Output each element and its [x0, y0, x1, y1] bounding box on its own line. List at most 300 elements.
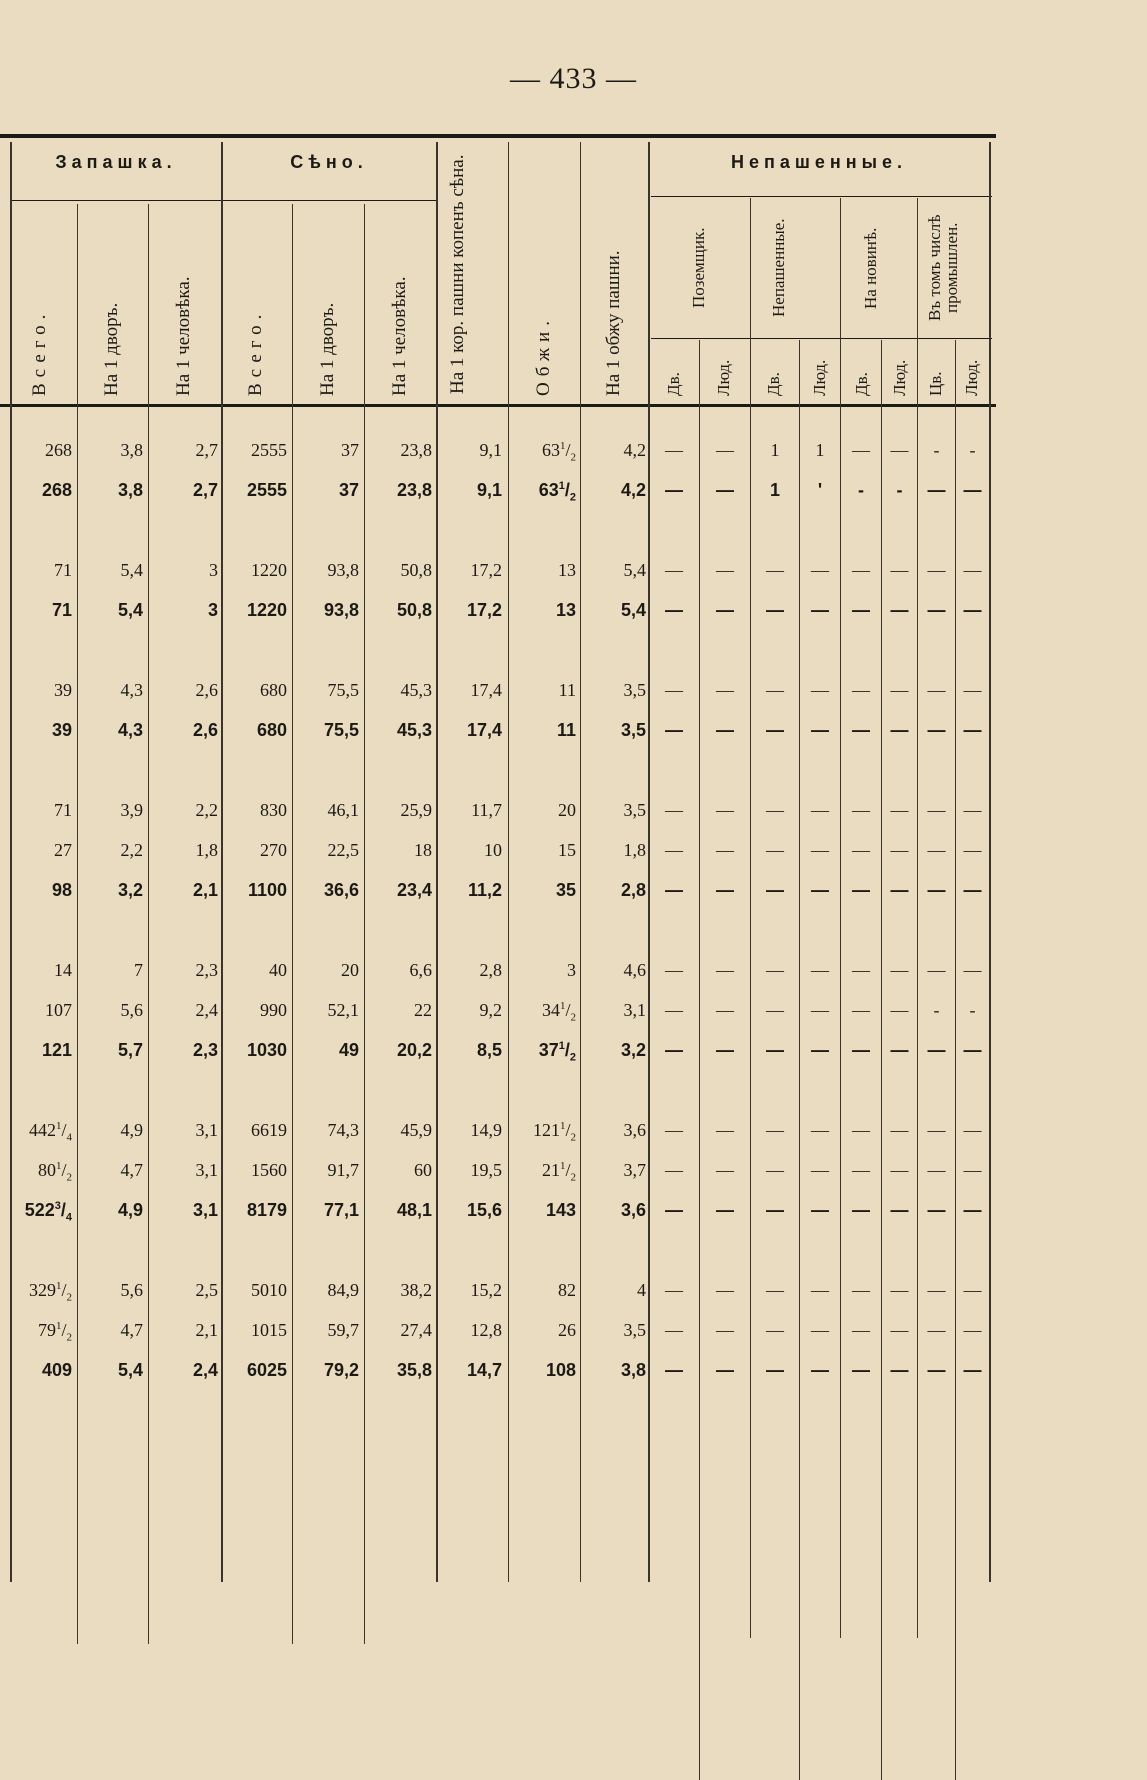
table-cell: 22: [414, 1000, 432, 1020]
table-row: [0, 430, 996, 470]
table-cell-nepashennye: —: [766, 1160, 784, 1180]
table-cell: 108: [545, 1360, 576, 1380]
table-cell-nepashennye: —: [963, 1160, 982, 1180]
subgroup-pozemshchik: Поземщик.: [689, 227, 708, 309]
table-cell: 2,4: [195, 1000, 218, 1020]
table-cell-nepashennye: —: [890, 880, 909, 900]
table-cell-nepashennye: —: [890, 560, 909, 580]
table-cell-nepashennye: —: [927, 720, 946, 740]
table-cell: 2,2: [120, 840, 143, 860]
col-divider: [840, 198, 841, 1638]
table-cell: 2,2: [195, 800, 218, 820]
table-cell-nepashennye: 1: [770, 440, 780, 460]
table-cell-nepashennye: —: [963, 1120, 982, 1140]
table-cell: 3,9: [120, 800, 143, 820]
table-cell-nepashennye: —: [927, 600, 946, 620]
table-cell: 1,8: [195, 840, 218, 860]
subgroup-na-novine: На новинѣ.: [861, 227, 880, 309]
col-header-hay-total: Всего.: [245, 308, 266, 396]
table-cell: $63^1/_2$: [541, 440, 576, 464]
group-header-nepashennye: Непашенные.: [730, 152, 908, 172]
leaf-header-households: Дв.: [852, 372, 871, 396]
table-cell: $522^3/_4$: [24, 1200, 72, 1224]
table-cell-nepashennye: -: [858, 480, 864, 500]
table-cell-nepashennye: —: [665, 1200, 683, 1220]
table-cell-nepashennye: —: [963, 480, 982, 500]
table-row: [0, 830, 996, 870]
table-cell: 1220: [251, 560, 287, 580]
table-cell: 2,3: [195, 960, 218, 980]
table-cell: 35,8: [396, 1360, 432, 1380]
table-cell: 20,2: [396, 1040, 432, 1060]
table-cell: 59,7: [327, 1320, 359, 1340]
table-cell-nepashennye: —: [766, 680, 784, 700]
table-cell-nepashennye: —: [716, 1200, 734, 1220]
table-cell: 268: [41, 480, 72, 500]
table-cell-nepashennye: —: [852, 1280, 870, 1300]
col-divider: [292, 204, 293, 1644]
table-cell: 45,9: [400, 1120, 432, 1140]
table-cell-nepashennye: —: [852, 880, 870, 900]
table-cell-nepashennye: —: [963, 800, 982, 820]
table-cell-nepashennye: —: [766, 720, 784, 740]
table-cell-nepashennye: —: [665, 720, 683, 740]
header-bottom-rule: [0, 404, 996, 407]
table-cell-nepashennye: —: [665, 600, 683, 620]
table-cell: 9,2: [479, 1000, 502, 1020]
table-cell-nepashennye: —: [665, 1160, 683, 1180]
table-cell: 3,5: [623, 1320, 646, 1340]
table-cell-nepashennye: —: [927, 960, 946, 980]
table-cell: 3,1: [623, 1000, 646, 1020]
table-cell: 2,1: [192, 880, 218, 900]
table-row-total: [0, 1030, 996, 1070]
table-cell: 93,8: [327, 560, 359, 580]
table-cell: 3: [209, 560, 218, 580]
table-row-total: [0, 870, 996, 910]
col-header-per-obzha: На 1 обжу пашни.: [603, 250, 624, 396]
table-cell: 2,6: [195, 680, 218, 700]
table-cell: 15,2: [470, 1280, 502, 1300]
table-cell: 5,4: [117, 1360, 143, 1380]
table-cell-nepashennye: —: [716, 680, 734, 700]
table-cell-nepashennye: 1: [815, 440, 825, 460]
table-cell-nepashennye: —: [890, 1160, 909, 1180]
table-cell-nepashennye: —: [927, 1200, 946, 1220]
table-cell: 38,2: [400, 1280, 432, 1300]
col-header-zapashka-total: Всего.: [29, 308, 50, 396]
table-cell: 4,9: [120, 1120, 143, 1140]
table-cell: 5010: [251, 1280, 287, 1300]
table-cell: 17,2: [470, 560, 502, 580]
table-cell-nepashennye: —: [852, 1200, 870, 1220]
table-cell: 5,4: [623, 560, 646, 580]
table-cell-nepashennye: —: [890, 1040, 909, 1060]
table-cell-nepashennye: —: [963, 880, 982, 900]
table-cell: 5,4: [120, 560, 143, 580]
table-cell: 3,1: [195, 1160, 218, 1180]
table-cell: 2,4: [192, 1360, 218, 1380]
table-cell-nepashennye: —: [852, 840, 870, 860]
leaf-header-people: Люд.: [714, 359, 733, 396]
group-rule-right: [651, 196, 992, 197]
table-cell: 2555: [246, 480, 287, 500]
table-cell: 74,3: [327, 1120, 359, 1140]
group-rule-left: [10, 200, 436, 201]
table-cell: 409: [41, 1360, 72, 1380]
table-cell: 6,6: [409, 960, 432, 980]
table-cell: $63^1/_2$: [538, 480, 576, 504]
table-cell: 4: [637, 1280, 646, 1300]
table-cell: 2555: [251, 440, 287, 460]
leaf-header-people: Люд.: [962, 359, 981, 396]
table-cell-nepashennye: —: [852, 960, 870, 980]
table-cell: $442^1/_4$: [28, 1120, 72, 1144]
table-cell-nepashennye: —: [665, 560, 683, 580]
table-cell: 15,6: [466, 1200, 502, 1220]
table-cell-nepashennye: —: [716, 600, 734, 620]
statistics-table: [0, 134, 996, 1586]
table-cell-nepashennye: —: [811, 1120, 829, 1140]
table-cell-nepashennye: —: [963, 1280, 982, 1300]
table-cell-nepashennye: —: [716, 800, 734, 820]
table-cell-nepashennye: —: [963, 680, 982, 700]
table-row-total: [0, 710, 996, 750]
table-cell: 45,3: [400, 680, 432, 700]
table-cell-nepashennye: —: [890, 600, 909, 620]
col-header-zapashka-per-household: На 1 дворъ.: [101, 302, 122, 396]
table-cell: 4,7: [120, 1320, 143, 1340]
table-cell: 680: [260, 680, 287, 700]
table-cell-nepashennye: —: [716, 1320, 734, 1340]
table-cell: 4,7: [120, 1160, 143, 1180]
table-cell-nepashennye: —: [766, 600, 784, 620]
table-cell: 5,4: [620, 600, 646, 620]
table-cell: 2,3: [192, 1040, 218, 1060]
table-cell: 5,7: [117, 1040, 143, 1060]
table-row: [0, 1270, 996, 1310]
table-cell: 2,7: [195, 440, 218, 460]
table-cell-nepashennye: —: [927, 800, 946, 820]
table-cell-nepashennye: —: [811, 1000, 829, 1020]
table-cell-nepashennye: —: [890, 960, 909, 980]
table-cell: 84,9: [327, 1280, 359, 1300]
table-cell: 2,1: [195, 1320, 218, 1340]
leaf-header-people: Люд.: [890, 359, 909, 396]
table-cell-nepashennye: —: [811, 800, 829, 820]
group-header-zapashka: Запашка.: [55, 152, 177, 172]
table-cell-nepashennye: —: [852, 560, 870, 580]
table-cell: 9,1: [476, 480, 502, 500]
table-cell: 18: [414, 840, 432, 860]
table-cell-nepashennye: —: [890, 1120, 909, 1140]
table-row: [0, 790, 996, 830]
table-cell: 2,8: [620, 880, 646, 900]
table-cell-nepashennye: —: [890, 680, 909, 700]
table-cell: 50,8: [400, 560, 432, 580]
table-cell-nepashennye: —: [890, 840, 909, 860]
table-cell-nepashennye: —: [927, 1120, 946, 1140]
leaf-header-households: Цв.: [926, 371, 945, 396]
table-cell-nepashennye: —: [811, 1040, 829, 1060]
table-cell-nepashennye: -: [933, 440, 940, 460]
table-cell: 77,1: [323, 1200, 359, 1220]
table-cell: 13: [555, 600, 576, 620]
table-row-total: [0, 1190, 996, 1230]
table-cell: 26: [558, 1320, 576, 1340]
table-cell: 11,7: [471, 800, 502, 820]
leaf-header-households: Дв.: [764, 372, 783, 396]
group-header-seno: Сѣно.: [290, 152, 368, 172]
table-cell-nepashennye: —: [811, 680, 829, 700]
table-cell-nepashennye: —: [963, 720, 982, 740]
table-cell: 268: [45, 440, 72, 460]
table-cell: 9,1: [479, 440, 502, 460]
table-cell: 79,2: [323, 1360, 359, 1380]
table-cell-nepashennye: —: [927, 840, 946, 860]
table-cell: 3,1: [192, 1200, 218, 1220]
table-cell-nepashennye: —: [811, 960, 829, 980]
table-cell: 3: [207, 600, 218, 620]
table-cell-nepashennye: —: [766, 1000, 784, 1020]
table-cell-nepashennye: —: [811, 1360, 829, 1380]
table-cell-nepashennye: —: [716, 720, 734, 740]
table-cell: 11: [556, 720, 576, 740]
table-row: [0, 670, 996, 710]
table-cell: 14: [54, 960, 72, 980]
table-row: [0, 1310, 996, 1350]
table-cell-nepashennye: —: [665, 680, 683, 700]
col-divider: [750, 198, 751, 1638]
table-cell: 12,8: [470, 1320, 502, 1340]
table-cell: 19,5: [470, 1160, 502, 1180]
top-rule: [0, 134, 996, 138]
table-cell: 107: [45, 1000, 72, 1020]
table-cell-nepashennye: —: [890, 1320, 909, 1340]
table-cell-nepashennye: —: [811, 880, 829, 900]
table-cell-nepashennye: —: [811, 1280, 829, 1300]
table-cell-nepashennye: —: [852, 1040, 870, 1060]
table-cell: 270: [260, 840, 287, 860]
table-cell: 3,5: [620, 720, 646, 740]
table-cell-nepashennye: —: [890, 720, 909, 740]
table-cell: 27: [54, 840, 72, 860]
table-cell: 20: [341, 960, 359, 980]
table-cell-nepashennye: —: [665, 480, 683, 500]
table-cell: 4,6: [623, 960, 646, 980]
page-number: — 433 —: [510, 62, 637, 95]
table-cell: 39: [51, 720, 72, 740]
table-row: [0, 550, 996, 590]
table-row-total: [0, 1350, 996, 1390]
table-cell-nepashennye: —: [766, 880, 784, 900]
table-cell-nepashennye: —: [927, 680, 946, 700]
table-cell: 36,6: [323, 880, 359, 900]
table-cell-nepashennye: —: [963, 960, 982, 980]
table-cell: 17,4: [466, 720, 502, 740]
subgroup-promyshlennye: Въ томъ числѣ промышлен.: [925, 214, 961, 322]
leaf-header-households: Дв.: [664, 372, 683, 396]
table-cell-nepashennye: —: [766, 1280, 784, 1300]
table-cell: 10: [484, 840, 502, 860]
table-cell-nepashennye: —: [665, 840, 683, 860]
table-cell: 3,2: [117, 880, 143, 900]
table-row: [0, 1150, 996, 1190]
table-cell-nepashennye: —: [665, 1120, 683, 1140]
table-cell-nepashennye: —: [716, 1120, 734, 1140]
col-header-obzhi: Обжи.: [533, 315, 554, 396]
table-cell-nepashennye: —: [766, 840, 784, 860]
table-cell: 2,8: [479, 960, 502, 980]
table-cell-nepashennye: —: [665, 1320, 683, 1340]
table-cell: 7: [134, 960, 143, 980]
table-cell: 3,6: [623, 1120, 646, 1140]
table-cell: 75,5: [327, 680, 359, 700]
table-row-total: [0, 590, 996, 630]
col-header-hay-per-person: На 1 человѣка.: [389, 276, 410, 396]
table-cell: 121: [41, 1040, 72, 1060]
table-cell-nepashennye: —: [766, 1040, 784, 1060]
table-cell: 39: [54, 680, 72, 700]
table-cell: 49: [338, 1040, 359, 1060]
table-cell-nepashennye: —: [716, 440, 734, 460]
table-cell: 17,2: [466, 600, 502, 620]
table-cell-nepashennye: —: [766, 560, 784, 580]
table-cell-nepashennye: —: [811, 600, 829, 620]
table-cell: 71: [54, 560, 72, 580]
table-cell: $79^1/_2$: [37, 1320, 72, 1344]
table-cell-nepashennye: —: [665, 960, 683, 980]
table-cell: 46,1: [327, 800, 359, 820]
subgroup-rule: [651, 338, 992, 339]
table-cell: 71: [51, 600, 72, 620]
table-cell: 8,5: [476, 1040, 502, 1060]
table-cell: 27,4: [400, 1320, 432, 1340]
table-cell-nepashennye: —: [852, 1320, 870, 1340]
table-cell: 3,7: [623, 1160, 646, 1180]
table-cell-nepashennye: —: [890, 440, 909, 460]
table-cell: 990: [260, 1000, 287, 1020]
table-cell: 35: [555, 880, 576, 900]
table-cell-nepashennye: —: [716, 560, 734, 580]
table-cell-nepashennye: —: [811, 1200, 829, 1220]
table-cell: 15: [558, 840, 576, 860]
table-cell: 5,6: [120, 1280, 143, 1300]
table-cell: 13: [558, 560, 576, 580]
table-cell: 20: [558, 800, 576, 820]
table-cell-nepashennye: —: [852, 1360, 870, 1380]
table-cell-nepashennye: -: [896, 480, 903, 500]
table-cell: 60: [414, 1160, 432, 1180]
table-cell-nepashennye: —: [811, 560, 829, 580]
table-row: [0, 990, 996, 1030]
table-cell: 1100: [247, 880, 287, 900]
table-cell-nepashennye: —: [811, 1320, 829, 1340]
table-cell-nepashennye: —: [852, 440, 870, 460]
table-cell-nepashennye: —: [963, 1040, 982, 1060]
table-cell: 98: [51, 880, 72, 900]
table-cell-nepashennye: —: [890, 1360, 909, 1380]
table-cell-nepashennye: —: [766, 1200, 784, 1220]
table-cell-nepashennye: —: [927, 1360, 946, 1380]
table-cell: 5,4: [117, 600, 143, 620]
col-header-zapashka-per-person: На 1 человѣка.: [173, 276, 194, 396]
table-cell-nepashennye: —: [766, 960, 784, 980]
table-cell-nepashennye: —: [665, 1040, 683, 1060]
table-cell-nepashennye: —: [852, 1120, 870, 1140]
col-divider: [364, 204, 365, 1644]
table-cell: 25,9: [400, 800, 432, 820]
table-cell-nepashennye: —: [927, 1280, 946, 1300]
table-cell-nepashennye: —: [665, 880, 683, 900]
table-cell-nepashennye: —: [716, 880, 734, 900]
table-cell: $37^1/_2$: [538, 1040, 576, 1064]
table-cell-nepashennye: —: [716, 1040, 734, 1060]
table-cell: 6619: [251, 1120, 287, 1140]
table-cell: 11: [558, 680, 576, 700]
table-cell: 143: [545, 1200, 576, 1220]
subgroup-nepashennye: Непашенные.: [769, 218, 788, 318]
table-cell-nepashennye: -: [969, 1000, 976, 1020]
table-cell-nepashennye: —: [963, 1320, 982, 1340]
table-cell: 1220: [246, 600, 287, 620]
table-cell-nepashennye: —: [890, 1200, 909, 1220]
table-cell-nepashennye: —: [811, 720, 829, 740]
table-cell-nepashennye: —: [665, 1360, 683, 1380]
table-cell: 1015: [251, 1320, 287, 1340]
table-cell: 50,8: [396, 600, 432, 620]
table-cell: 75,5: [323, 720, 359, 740]
table-row: [0, 1110, 996, 1150]
table-cell-nepashennye: -: [933, 1000, 940, 1020]
table-cell: 3,8: [117, 480, 143, 500]
table-cell-nepashennye: —: [716, 1160, 734, 1180]
table-cell: 3,1: [195, 1120, 218, 1140]
table-cell: 3,6: [620, 1200, 646, 1220]
table-cell-nepashennye: —: [665, 1000, 683, 1020]
table-cell: 6025: [246, 1360, 287, 1380]
table-cell: 2,7: [192, 480, 218, 500]
table-cell: $34^1/_2$: [541, 1000, 576, 1024]
table-cell: 37: [341, 440, 359, 460]
table-cell-nepashennye: —: [665, 440, 683, 460]
table-cell-nepashennye: —: [665, 1280, 683, 1300]
table-cell: 5,6: [120, 1000, 143, 1020]
table-cell: 3,5: [623, 800, 646, 820]
table-cell-nepashennye: —: [766, 1120, 784, 1140]
table-cell: $80^1/_2$: [37, 1160, 72, 1184]
table-row-total: [0, 470, 996, 510]
table-cell: 37: [338, 480, 359, 500]
table-cell-nepashennye: —: [811, 1160, 829, 1180]
table-cell-nepashennye: —: [811, 840, 829, 860]
table-cell: 3,8: [620, 1360, 646, 1380]
table-cell-nepashennye: —: [852, 1160, 870, 1180]
table-cell: 3: [567, 960, 576, 980]
table-cell: $21^1/_2$: [541, 1160, 576, 1184]
table-cell: 4,9: [117, 1200, 143, 1220]
table-cell: 1,8: [623, 840, 646, 860]
table-cell: 23,8: [400, 440, 432, 460]
table-cell-nepashennye: —: [716, 1360, 734, 1380]
table-cell: 23,4: [396, 880, 432, 900]
table-cell-nepashennye: —: [927, 1040, 946, 1060]
table-cell: $329^1/_2$: [28, 1280, 72, 1304]
table-cell-nepashennye: -: [969, 440, 976, 460]
table-cell: 8179: [246, 1200, 287, 1220]
table-cell: 830: [260, 800, 287, 820]
table-cell-nepashennye: —: [716, 1000, 734, 1020]
